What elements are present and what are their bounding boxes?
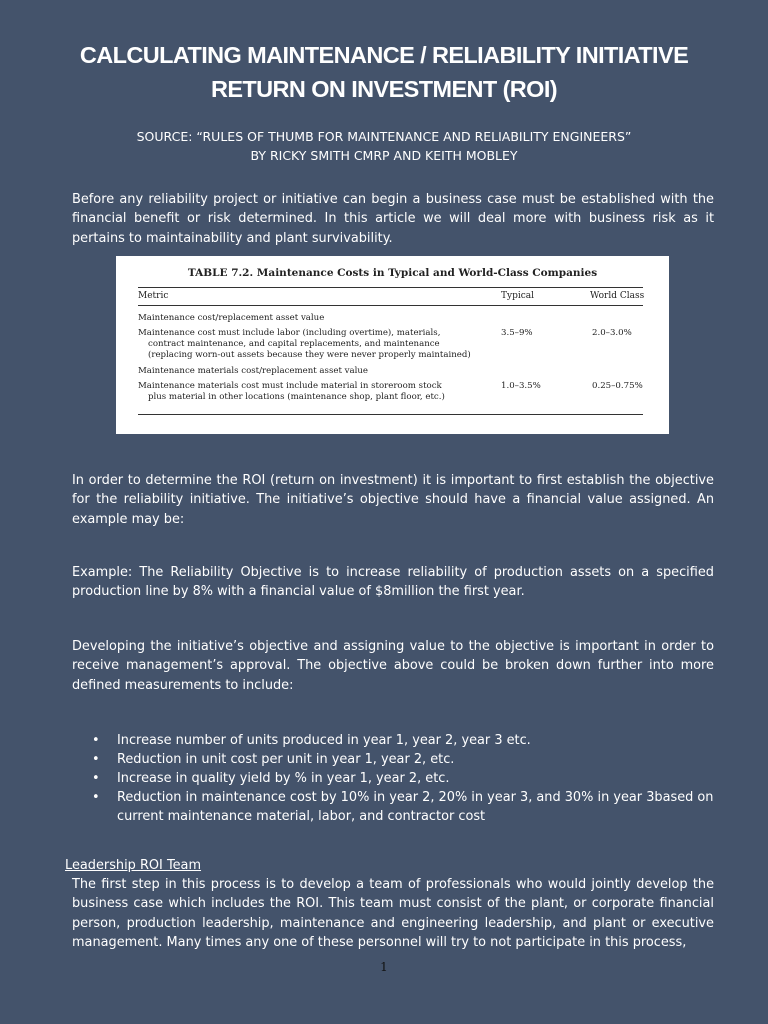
table-row-2-description <box>138 381 488 403</box>
table-header-world-class: World Class <box>590 291 645 301</box>
list-item: • Increase number of units produced in year 1, year 2, year 3 etc. <box>72 731 714 750</box>
table-row-1-line-1: Maintenance cost must include labor (including overtime), materials, <box>138 328 441 338</box>
measurements-list <box>72 731 714 826</box>
example-paragraph: Example: The Reliability Objective is to increase reliability of production assets on a specified production line by 8% with a financial value of $8million the first year. <box>72 565 714 600</box>
table-row-2-line-1: Maintenance materials cost must include material in storeroom stock <box>138 381 442 391</box>
table-row-1-typical: 3.5–9% <box>501 328 533 338</box>
maintenance-cost-table <box>116 256 669 434</box>
table-row-2-metric: Maintenance materials cost/replacement asset value <box>138 366 368 376</box>
roi-paragraph: In order to determine the ROI (return on investment) it is important to first establish the objective for the reliability initiative. The initiative’s objective should have a financial value assigned. An example may be: <box>72 473 714 527</box>
team-paragraph: The first step in this process is to develop a team of professionals who would jointly develop the business case which includes the ROI. This team must consist of the plant, or corporate financial person, production leadership, maintenance and engineering leadership, and plant or executive management. Many times any one of these personnel will try to not participate in this process, <box>72 877 714 950</box>
list-item: • Increase in quality yield by % in year 1, year 2, etc. <box>72 769 714 788</box>
source-line-1: SOURCE: “RULES OF THUMB FOR MAINTENANCE AND RELIABILITY ENGINEERS” <box>136 129 632 144</box>
source-line-2: BY RICKY SMITH CMRP AND KEITH MOBLEY <box>250 148 518 163</box>
table-rule-top <box>138 287 643 288</box>
table-row-2-world-class: 0.25–0.75% <box>592 381 643 391</box>
title-line-2: RETURN ON INVESTMENT (ROI) <box>210 76 558 102</box>
title-line-1: CALCULATING MAINTENANCE / RELIABILITY INITIATIVE <box>79 42 689 68</box>
table-row-2-line-2: plus material in other locations (maintenance shop, plant floor, etc.) <box>148 392 445 402</box>
list-item: • Reduction in maintenance cost by 10% in year 2, 20% in year 3, and 30% in year 3based on current maintenance material, labor, and contractor cost <box>72 788 714 826</box>
table-row-2-typical: 1.0–3.5% <box>501 381 541 391</box>
table-rule-header <box>138 305 643 306</box>
list-item: • Reduction in unit cost per unit in year 1, year 2, etc. <box>72 750 714 769</box>
table-title: TABLE 7.2. Maintenance Costs in Typical and World-Class Companies <box>187 267 598 279</box>
table-row-1-description <box>138 328 488 361</box>
table-row-1-line-3: (replacing worn-out assets because they were never properly maintained) <box>148 350 471 360</box>
table-header-metric: Metric <box>138 291 169 301</box>
table-rule-bottom <box>138 414 643 415</box>
table-header-typical: Typical <box>501 291 535 301</box>
table-row-1-metric: Maintenance cost/replacement asset value <box>138 313 325 323</box>
page-number: 1 <box>380 960 388 974</box>
section-heading: Leadership ROI Team <box>65 858 202 873</box>
table-row-1-line-2: contract maintenance, and capital replacements, and maintenance <box>148 339 440 349</box>
document-title <box>0 38 768 106</box>
table-row-1-world-class: 2.0–3.0% <box>592 328 632 338</box>
developing-paragraph: Developing the initiative’s objective and assigning value to the objective is important in order to receive management’s approval. The objective above could be broken down further into more defined measurements to include: <box>72 639 714 693</box>
intro-paragraph: Before any reliability project or initiative can begin a business case must be established with the financial benefit or risk determined. In this article we will deal more with business risk as it pertains to maintainability and plant survivability. <box>72 192 714 246</box>
source-citation <box>0 127 768 165</box>
